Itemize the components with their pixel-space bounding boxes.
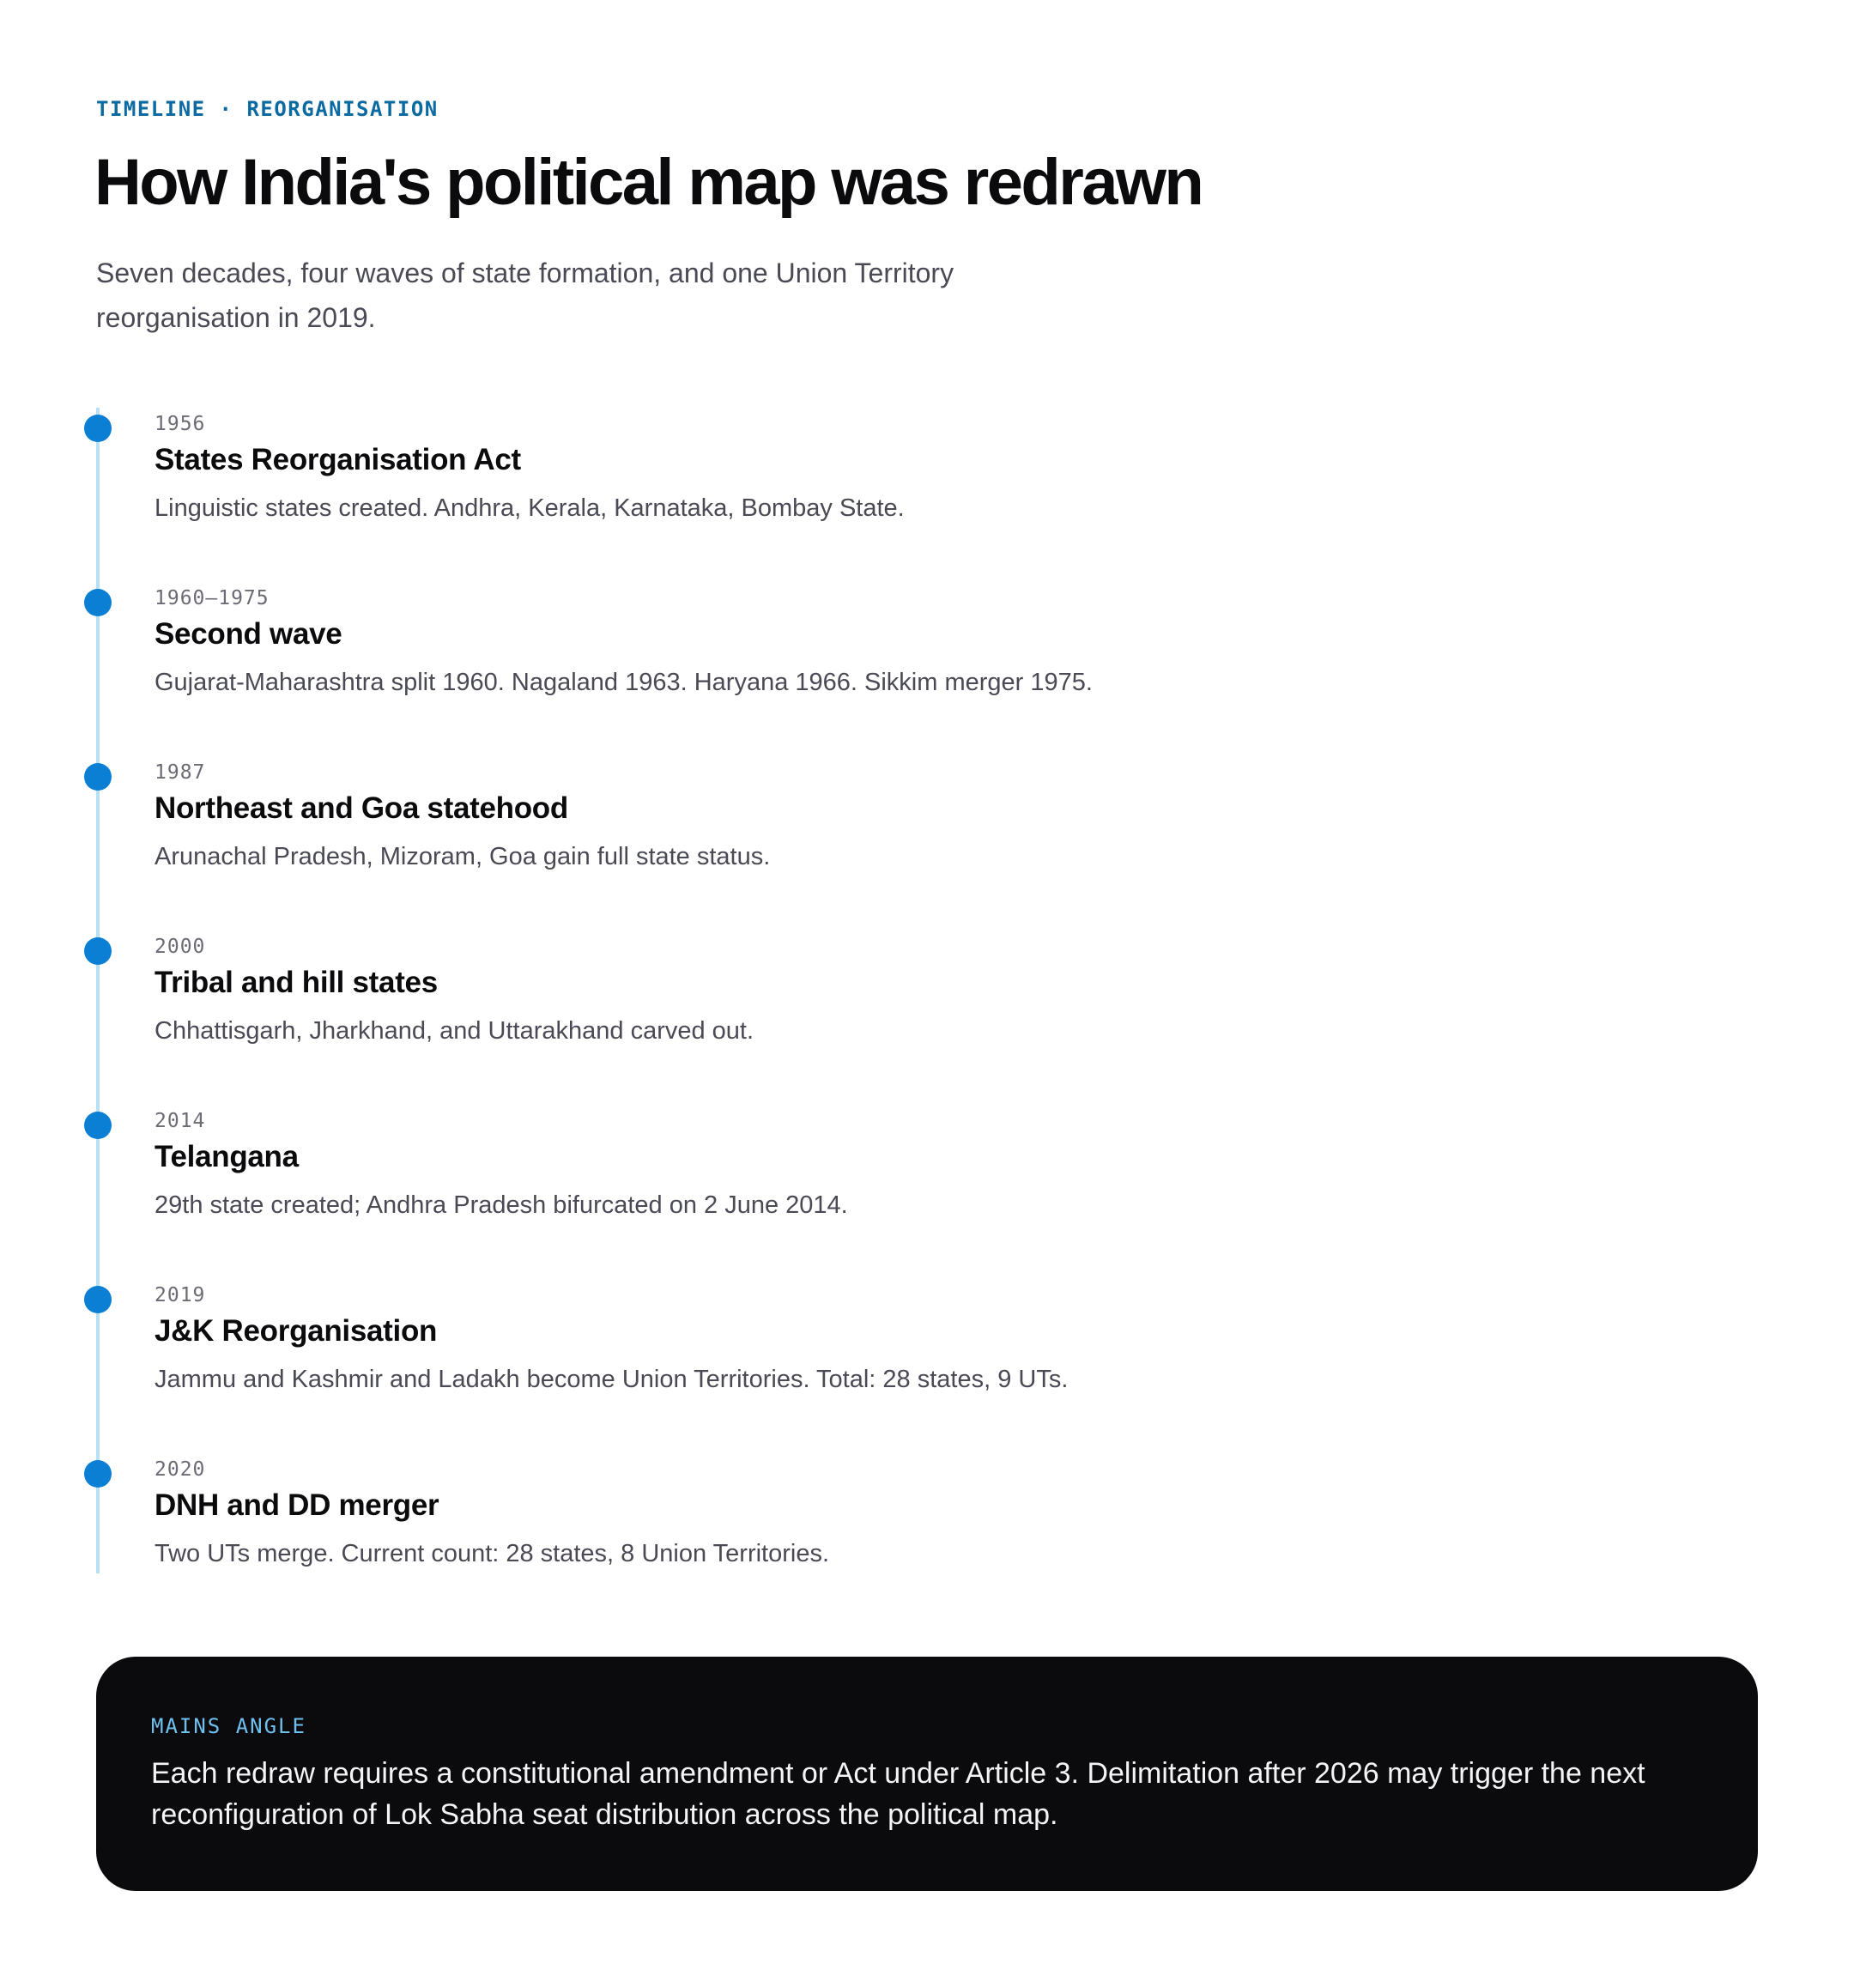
timeline-year: 1960–1975 <box>154 587 270 609</box>
timeline-item <box>96 930 1641 1102</box>
page-subtitle: Seven decades, four waves of state formation, and one Union Territory reorganisation in 2019. <box>96 258 954 333</box>
timeline-description: Arunachal Pradesh, Mizoram, Goa gain full state status. <box>154 843 771 870</box>
timeline-dot-icon <box>84 763 112 791</box>
timeline-dot-icon <box>84 589 112 616</box>
timeline-title: Second wave <box>154 617 342 651</box>
timeline-description: Jammu and Kashmir and Ladakh become Union Territories. Total: 28 states, 9 UTs. <box>154 1366 1069 1393</box>
timeline-dot-icon <box>84 415 112 442</box>
page-title: How India's political map was redrawn <box>94 146 1203 219</box>
timeline-item <box>96 1279 1641 1451</box>
callout-body: Each redraw requires a constitutional amendment or Act under Article 3. Delimitation after 2026 may trigger the next reconfiguration of Lok Sabha seat distribution across the political map. <box>151 1757 1645 1831</box>
timeline-title: States Reorganisation Act <box>154 443 521 476</box>
timeline-item <box>96 582 1641 754</box>
timeline-year: 2019 <box>154 1284 206 1306</box>
timeline-description: 29th state created; Andhra Pradesh bifurcated on 2 June 2014. <box>154 1191 848 1219</box>
timeline-title: J&K Reorganisation <box>154 1314 438 1348</box>
eyebrow-label: TIMELINE · REORGANISATION <box>96 97 439 121</box>
timeline-year: 2000 <box>154 936 206 958</box>
timeline-year: 1987 <box>154 761 206 784</box>
timeline-description: Gujarat-Maharashtra split 1960. Nagaland 1963. Haryana 1966. Sikkim merger 1975. <box>154 669 1093 696</box>
timeline-year: 1956 <box>154 413 206 435</box>
callout-label: MAINS ANGLE <box>151 1714 306 1738</box>
timeline-description: Two UTs merge. Current count: 28 states, 8 Union Territories. <box>154 1540 830 1567</box>
timeline-item <box>96 1453 1641 1625</box>
timeline-title: DNH and DD merger <box>154 1488 439 1522</box>
timeline <box>96 408 1641 1575</box>
timeline-dot-icon <box>84 1112 112 1139</box>
timeline-title: Tribal and hill states <box>154 966 438 999</box>
timeline-dot-icon <box>84 1460 112 1488</box>
timeline-item <box>96 1105 1641 1276</box>
timeline-item <box>96 408 1641 579</box>
timeline-item <box>96 756 1641 928</box>
timeline-description: Linguistic states created. Andhra, Kerala, Karnataka, Bombay State. <box>154 494 905 522</box>
timeline-description: Chhattisgarh, Jharkhand, and Uttarakhand carved out. <box>154 1017 754 1045</box>
timeline-dot-icon <box>84 937 112 965</box>
timeline-year: 2014 <box>154 1110 206 1132</box>
timeline-title: Telangana <box>154 1140 299 1173</box>
timeline-year: 2020 <box>154 1458 206 1481</box>
mains-angle-callout <box>96 1657 1758 1891</box>
timeline-dot-icon <box>84 1286 112 1313</box>
timeline-title: Northeast and Goa statehood <box>154 791 568 825</box>
